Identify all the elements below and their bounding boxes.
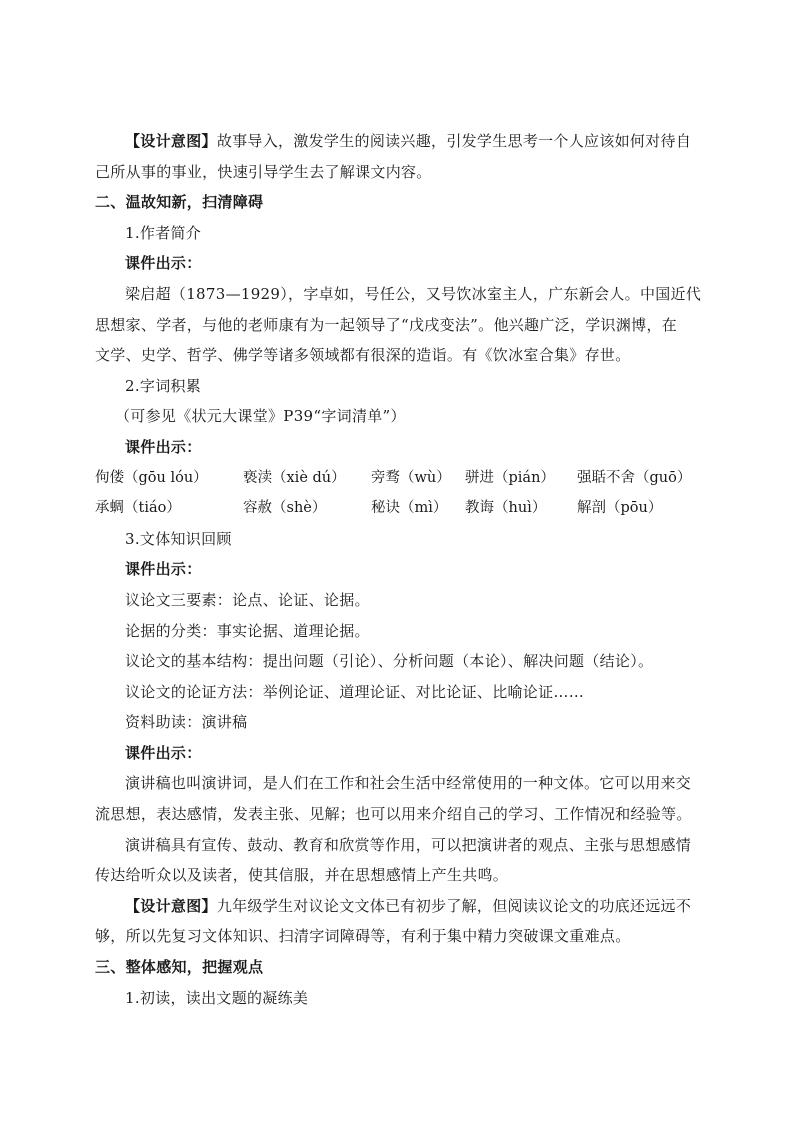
vocab-item: 强聒不舍（guō） [577,469,692,486]
design-intent-label: 【设计意图】 [125,896,217,915]
paragraph-text: 故事导入，激发学生的阅读兴趣，引发学生思考一个人应该如何对待自 [216,132,692,150]
section-heading-3: 三、整体感知，把握观点 [95,958,264,977]
paragraph-line: 梁启超（1873—1929），字卓如，号任公，又号饮冰室主人，广东新会人。中国近代 [125,284,702,303]
subsection-heading: 2.字词积累 [125,376,202,395]
paragraph-line: 资料助读：演讲稿 [125,713,248,732]
vocab-item: 解剖（pōu） [577,500,663,517]
paragraph-line: 流思想，表达感情，发表主张、见解；也可以用来介绍自己的学习、工作情况和经验等。 [95,805,692,824]
paragraph-line: 议论文三要素：论点、论证、论据。 [125,590,370,609]
vocab-item: 旁骛（wù） [371,469,451,486]
paragraph-line: 演讲稿也叫演讲词，是人们在工作和社会生活中经常使用的一种文体。它可以用来交 [125,774,692,793]
paragraph-text: 九年级学生对议论文文体已有初步了解，但阅读议论文的功底还远远不 [216,896,692,915]
courseware-label: 课件出示： [125,560,202,579]
vocab-item: 秘诀（mì） [371,500,448,517]
courseware-label: 课件出示： [125,437,202,456]
subsection-heading: 3.文体知识回顾 [125,529,232,548]
subsection-heading: 1.初读，读出文题的凝练美 [125,988,309,1007]
document-body [95,126,725,1013]
paragraph-line: 己所从事的事业，快速引导学生去了解课文内容。 [95,162,432,181]
section-heading-2: 二、温故知新，扫清障碍 [95,193,264,212]
paragraph-line: 演讲稿具有宣传、鼓动、教育和欣赏等作用，可以把演讲者的观点、主张与思想感情 [125,835,692,854]
courseware-label: 课件出示： [125,254,202,273]
vocab-item: 佝偻（gōu lóu） [95,469,208,486]
paragraph-line: 思想家、学者，与他的老师康有为一起领导了“戊戌变法”。他兴趣广泛，学识渊博，在 [95,315,678,334]
vocab-item: 亵渎（xiè dú） [243,469,346,486]
design-intent-paragraph-1 [95,126,725,157]
paragraph-line: 议论文的论证方法：举例论证、道理论证、对比论证、比喻论证…… [125,682,585,701]
paragraph-line: 传达给听众以及读者，使其信服，并在思想感情上产生共鸣。 [95,866,509,885]
paragraph-line: 够，所以先复习文体知识、扫清字词障碍等，有利于集中精力突破课文重难点。 [95,927,631,946]
vocab-item: 教诲（huì） [465,500,547,517]
vocab-item: 容赦（shè） [243,500,327,517]
vocab-row-1 [95,463,725,494]
vocab-item: 骈进（pián） [465,469,555,486]
paragraph-line: 议论文的基本结构：提出问题（引论）、分析问题（本论）、解决问题（结论）。 [125,652,654,671]
subsection-heading: 1.作者简介 [125,223,202,242]
courseware-label: 课件出示： [125,743,202,762]
paragraph-line: 文学、史学、哲学、佛学等诸多领域都有很深的造诣。有《饮冰室合集》存世。 [95,346,631,365]
reference-note: （可参见《状元大课堂》P39“字词清单”） [115,407,406,426]
design-intent-paragraph-2 [95,891,725,922]
paragraph-line: 论据的分类：事实论据、道理论据。 [125,621,370,640]
vocab-item: 承蜩（tiáo） [95,500,181,517]
design-intent-label: 【设计意图】 [125,132,217,150]
vocab-row-2 [95,493,725,524]
